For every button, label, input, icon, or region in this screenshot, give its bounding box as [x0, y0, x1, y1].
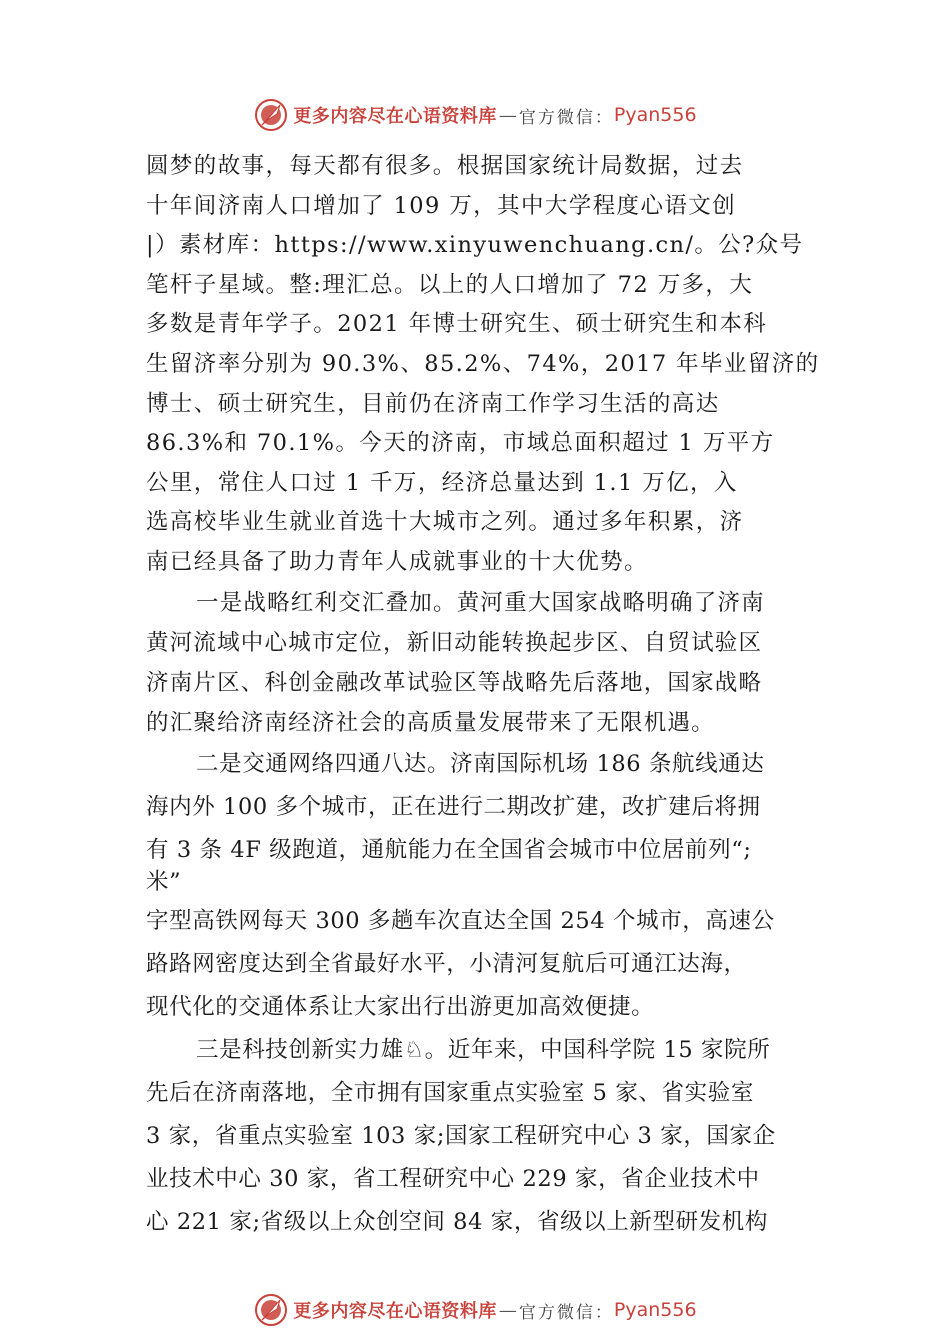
document-body [146, 147, 826, 1244]
brand-text: 更多内容尽在心语资料库 [293, 106, 497, 127]
wechat-label: 官方微信： [518, 107, 614, 128]
wechat-id: Pyan556 [613, 104, 697, 126]
text-line: 有 3 条 4F 级跑道，通航能力在全国省会城市中位居前列“; [146, 836, 752, 863]
text-line: 二是交通网络四通八达。济南国际机场 186 条航线通达 [196, 750, 765, 777]
paragraph [146, 1029, 826, 1244]
text-line: 一是战略红利交汇叠加。黄河重大国家战略明确了济南 [196, 589, 765, 616]
text-line: 先后在济南落地，全市拥有国家重点实验室 5 家、省实验室 [146, 1079, 754, 1106]
text-line: 三是科技创新实力雄♘。近年来，中国科学院 15 家院所 [196, 1036, 771, 1063]
text-line: 选高校毕业生就业首选十大城市之列。通过多年积累，济 [146, 509, 744, 536]
paragraph [146, 743, 826, 1029]
paragraph [146, 147, 826, 583]
paragraph [146, 583, 826, 743]
text-line: 黄河流域中心城市定位，新旧动能转换起步区、自贸试验区 [146, 629, 763, 656]
text-line: 业技术中心 30 家，省工程研究中心 229 家，省企业技术中 [146, 1165, 760, 1192]
text-line: 3 家，省重点实验室 103 家;国家工程研究中心 3 家，国家企 [146, 1122, 776, 1149]
banner-separator: — [498, 104, 517, 126]
text-line: 南已经具备了助力青年人成就事业的十大优势。 [146, 548, 648, 575]
text-line: 圆梦的故事，每天都有很多。根据国家统计局数据，过去 [146, 153, 744, 179]
footer-banner [0, 1290, 950, 1330]
text-line: 生留济率分别为 90.3%、85.2%、74%，2017 年毕业留济的 [146, 350, 820, 377]
brand-text: 更多内容尽在心语资料库 [293, 1301, 497, 1322]
text-line: 多数是青年学子。2021 年博士研究生、硕士研究生和本科 [146, 311, 768, 338]
quill-logo-icon [253, 97, 289, 133]
text-line: 济南片区、科创金融改革试验区等战略先后落地，国家战略 [146, 669, 763, 696]
text-line: 博士、硕士研究生，目前仍在济南工作学习生活的高达 [146, 390, 720, 417]
text-line: 86.3%和 70.1%。今天的济南，市域总面积超过 1 万平方 [146, 430, 775, 457]
text-line: 字型高铁网每天 300 多趟车次直达全国 254 个城市，高速公 [146, 907, 775, 934]
text-line: 路路网密度达到全省最好水平，小清河复航后可通江达海， [146, 950, 747, 977]
text-line: 现代化的交通体系让大家出行出游更加高效便捷。 [146, 993, 655, 1020]
banner-separator: — [498, 1299, 517, 1321]
text-line: 笔杆子星域。整:理汇总。以上的人口增加了 72 万多，大 [146, 271, 754, 298]
text-line: 心 221 家;省级以上众创空间 84 家，省级以上新型研发机构 [146, 1208, 768, 1235]
quill-logo-icon [253, 1292, 289, 1328]
text-line: 米” [146, 868, 182, 895]
text-line: 十年间济南人口增加了 109 万，其中大学程度心语文创 [146, 192, 737, 219]
wechat-id: Pyan556 [613, 1299, 697, 1321]
text-line: 公里，常住人口过 1 千万，经济总量达到 1.1 万亿，入 [146, 469, 738, 496]
text-line: |）素材库：https://www.xinyuwenchuang.cn/。公?众号 [146, 232, 804, 259]
wechat-label: 官方微信： [518, 1302, 614, 1323]
text-line: 的汇聚给济南经济社会的高质量发展带来了无限机遇。 [146, 709, 715, 736]
text-line: 海内外 100 多个城市，正在进行二期改扩建，改扩建后将拥 [146, 793, 761, 820]
header-banner [0, 95, 950, 135]
